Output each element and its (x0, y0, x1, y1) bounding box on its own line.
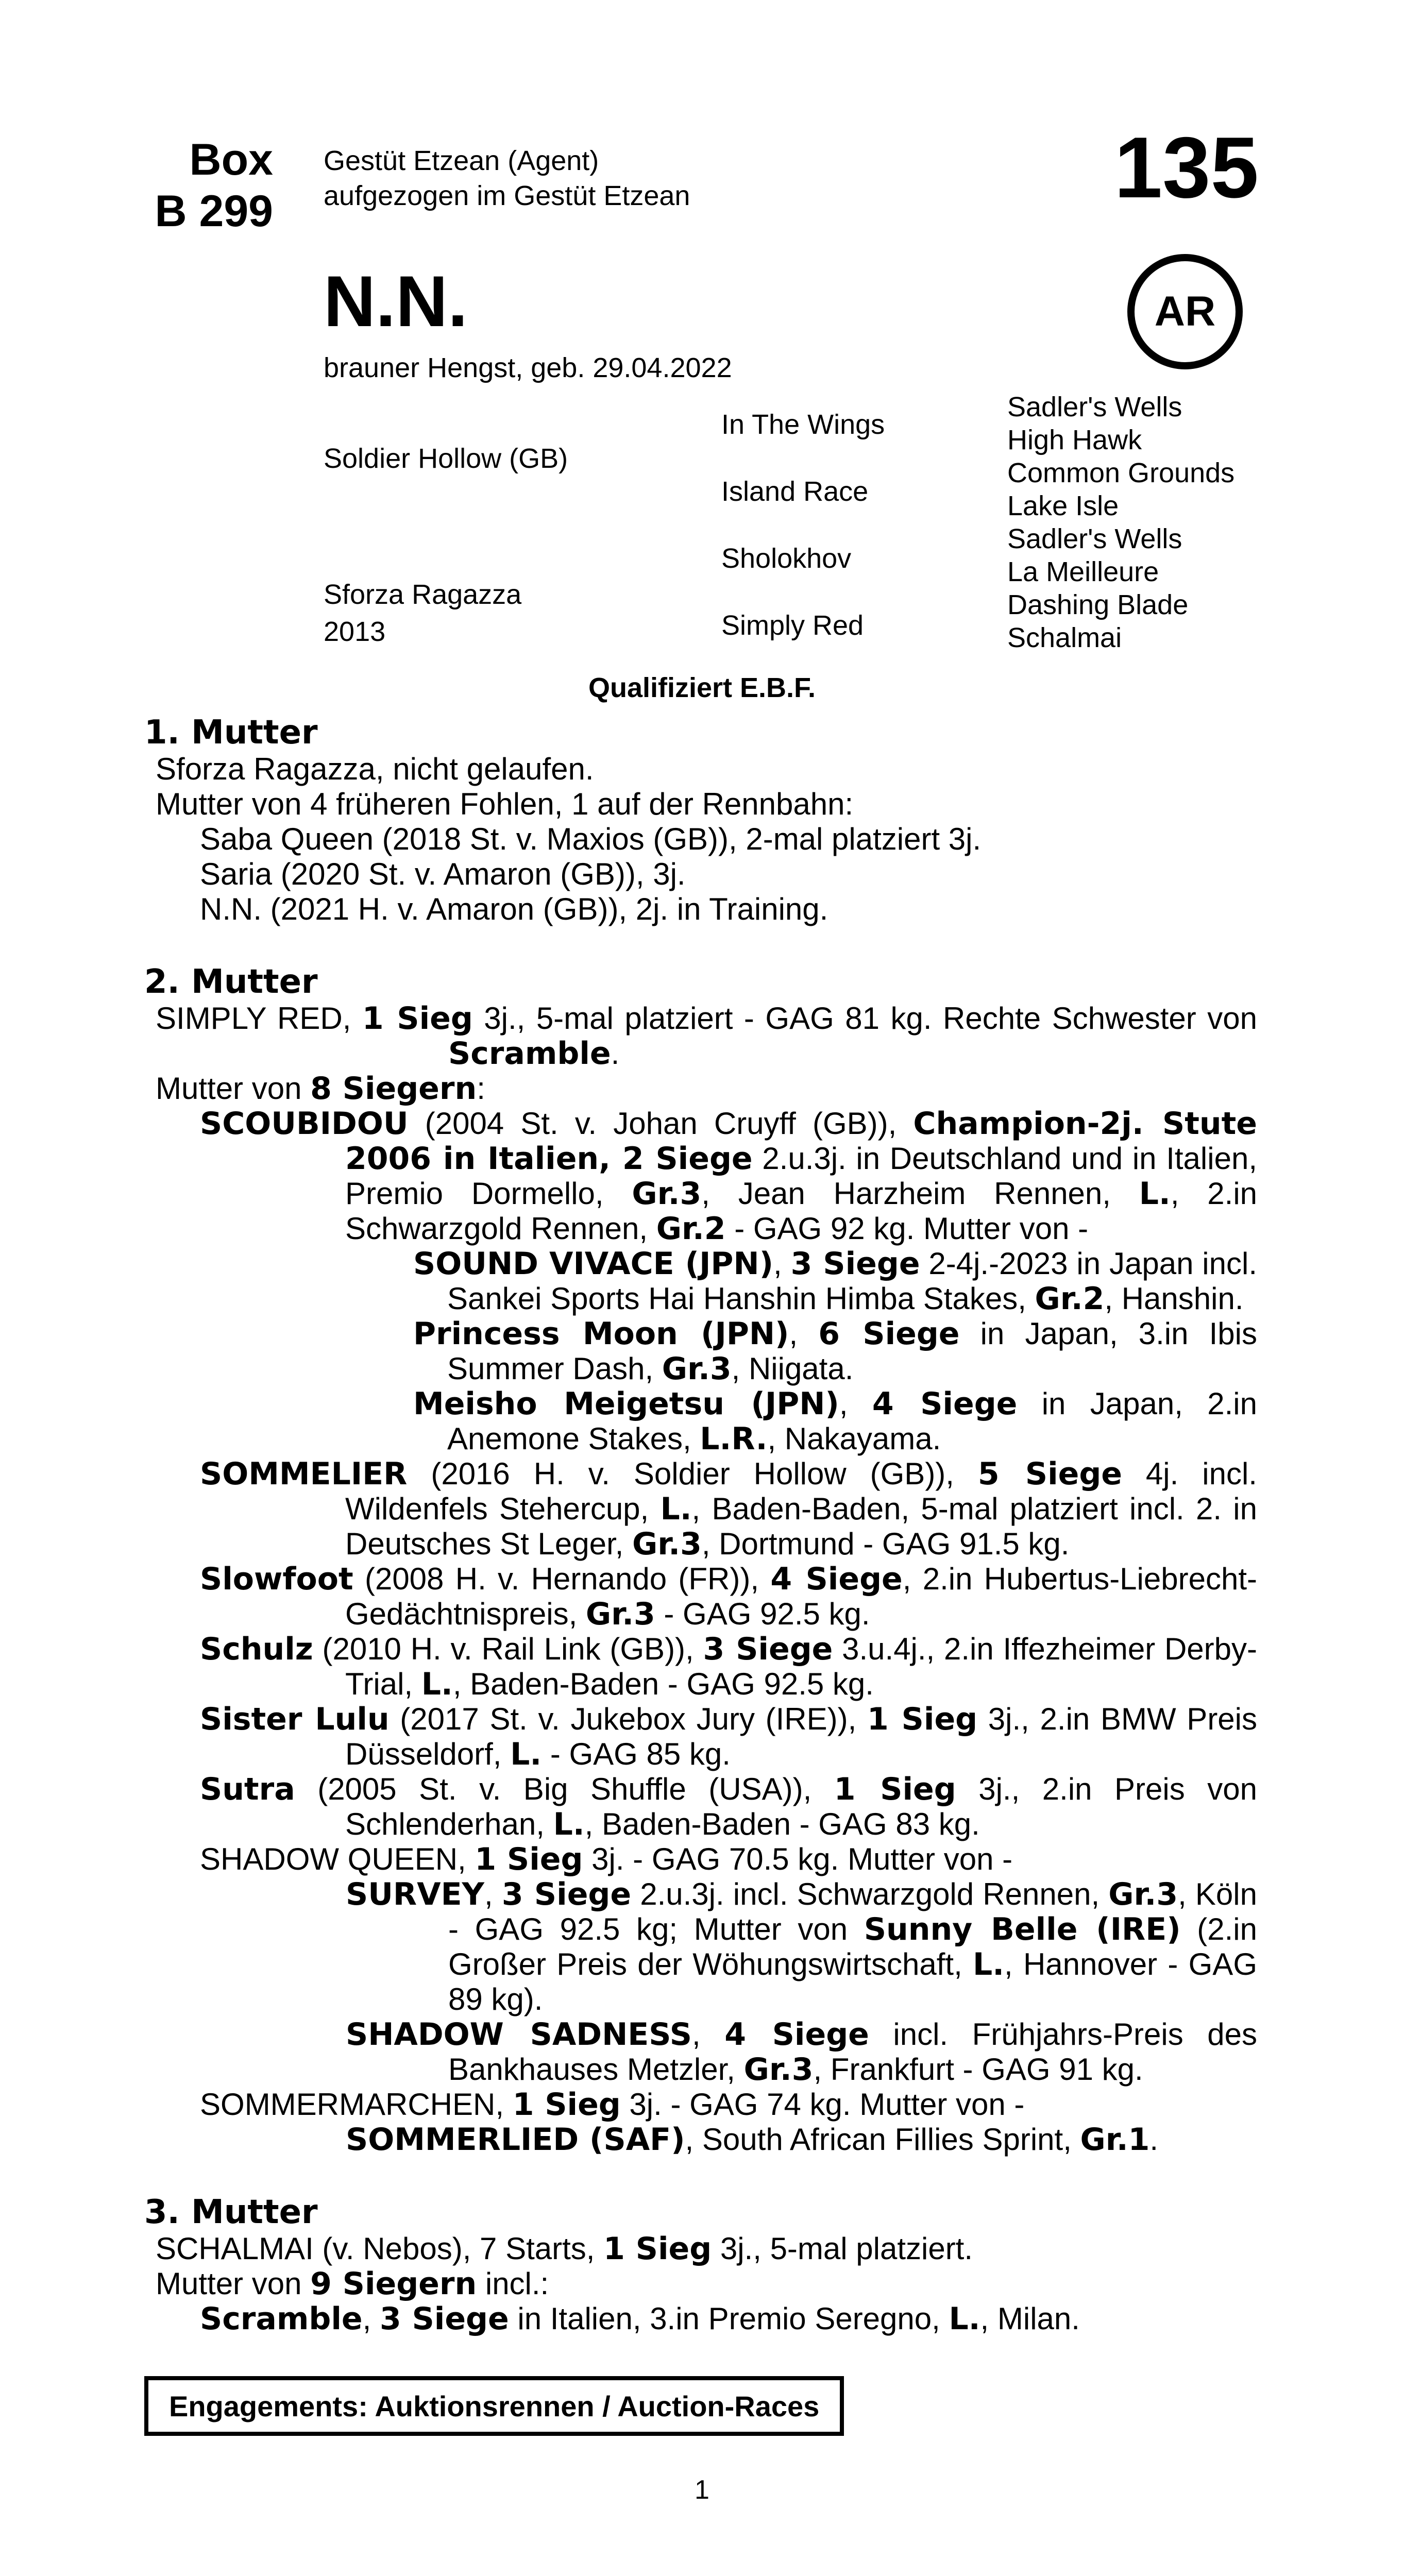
mutter1-line: Mutter von 4 früheren Fohlen, 1 auf der Rennbahn: (156, 787, 854, 821)
entry-sommerlied: SOMMERLIED (SAF), South African Fillies Sprint, Gr.1. (346, 2122, 1159, 2158)
pedigree-sire-sire: In The Wings (721, 409, 885, 440)
mutter1-line: Sforza Ragazza, nicht gelaufen. (156, 752, 594, 786)
horse-name: N.N. (324, 261, 468, 342)
entry-simply-red: SIMPLY RED, 1 Sieg 3j., 5-mal platziert - GAG 81 kg. Rechte Schwester von Scramble. (156, 1001, 1257, 1072)
entry-slowfoot: Slowfoot (2008 H. v. Hernando (FR)), 4 Siege, 2.in Hubertus-Liebrecht-Gedächtnispreis, Gr.3 - GAG 92.5 kg. (200, 1561, 1257, 1632)
section-heading-mutter-3: 3. Mutter (144, 2193, 318, 2231)
pedigree-dam: Sforza Ragazza (324, 579, 522, 610)
catalogue-text (144, 714, 1257, 2336)
entry-princess-moon: Princess Moon (JPN), 6 Siege in Japan, 3.in Ibis Summer Dash, Gr.3, Niigata. (413, 1316, 1257, 1387)
entry-shadow-queen: SHADOW QUEEN, 1 Sieg 3j. - GAG 70.5 kg. Mutter von - (200, 1841, 1013, 1877)
engagements-box: Engagements: Auktionsrennen / Auction-Races (144, 2376, 844, 2436)
pedigree-dam-dam: Simply Red (721, 610, 864, 641)
consignor: Gestüt Etzean (Agent) (324, 145, 599, 176)
mutter3-line: Mutter von 9 Siegern incl.: (156, 2266, 549, 2302)
foal-entry: Saria (2020 St. v. Amaron (GB)), 3j. (200, 857, 686, 891)
mutter-von-line: Mutter von 8 Siegern: (156, 1071, 485, 1107)
section-heading-mutter-1: 1. Mutter (144, 714, 318, 752)
horse-description: brauner Hengst, geb. 29.04.2022 (324, 352, 732, 383)
entry-sommermarchen: SOMMERMARCHEN, 1 Sieg 3j. - GAG 74 kg. Mutter von - (200, 2087, 1025, 2123)
bred-by: aufgezogen im Gestüt Etzean (324, 180, 690, 211)
mutter3-line: SCHALMAI (v. Nebos), 7 Starts, 1 Sieg 3j., 5-mal platziert. (156, 2231, 973, 2267)
entry-scoubidou: SCOUBIDOU (2004 St. v. Johan Cruyff (GB)), Champion-2j. Stute 2006 in Italien, 2 Siege 2.u.3j. in Deutschland und in Italien, Premio Dormello, Gr.3, Jean Harzheim Rennen, L., 2.in Schwarzgold Rennen, Gr.2 - GAG 92 kg. Mutter von - (200, 1106, 1258, 1247)
box-number: Box B 299 (155, 135, 273, 236)
pedigree-dam-sire: Sholokhov (721, 543, 852, 574)
entry-schulz: Schulz (2010 H. v. Rail Link (GB)), 3 Siege 3.u.4j., 2.in Iffezheimer Derby-Trial, L., Baden-Baden - GAG 92.5 kg. (200, 1631, 1257, 1702)
lot-number: 135 (1114, 119, 1259, 216)
entry-survey: SURVEY, 3 Siege 2.u.3j. incl. Schwarzgold Rennen, Gr.3, Köln - GAG 92.5 kg; Mutter von Sunny Belle (IRE) (2.in Großer Preis der Wöhungswirtschaft, L., Hannover - GAG 89 kg). (346, 1876, 1258, 2016)
foal-entry: N.N. (2021 H. v. Amaron (GB)), 2j. in Training. (200, 892, 828, 926)
entry-scramble: Scramble, 3 Siege in Italien, 3.in Premio Seregno, L., Milan. (200, 2301, 1080, 2337)
entry-sister-lulu: Sister Lulu (2017 St. v. Jukebox Jury (IRE)), 1 Sieg 3j., 2.in BMW Preis Düsseldorf, L. - GAG 85 kg. (200, 1701, 1257, 1772)
entry-sound-vivace: SOUND VIVACE (JPN), 3 Siege 2-4j.-2023 in Japan incl. Sankei Sports Hai Hanshin Himba Stakes, Gr.2, Hanshin. (413, 1246, 1257, 1317)
entry-sutra: Sutra (2005 St. v. Big Shuffle (USA)), 1 Sieg 3j., 2.in Preis von Schlenderhan, L., Baden-Baden - GAG 83 kg. (200, 1771, 1257, 1842)
pedigree-sire: Soldier Hollow (GB) (324, 443, 568, 474)
entry-shadow-sadness: SHADOW SADNESS, 4 Siege incl. Frühjahrs-Preis des Bankhauses Metzler, Gr.3, Frankfurt - GAG 91 kg. (346, 2016, 1257, 2088)
qualification: Qualifiziert E.B.F. (588, 672, 816, 703)
foal-entry: Saba Queen (2018 St. v. Maxios (GB)), 2-mal platziert 3j. (200, 822, 982, 856)
consignor-block (324, 143, 690, 213)
entry-sommelier: SOMMELIER (2016 H. v. Soldier Hollow (GB)), 5 Siege 4j. incl. Wildenfels Stehercup, L., Baden-Baden, 5-mal platziert incl. 2. in Deutsches St Leger, Gr.3, Dortmund - GAG 91.5 kg. (200, 1456, 1258, 1562)
section-heading-mutter-2: 2. Mutter (144, 963, 318, 1001)
pedigree-gen3: Sadler's Wells High Hawk Common Grounds Lake Isle Sadler's Wells La Meilleure Dashing Blade Schalmai (1007, 392, 1235, 653)
pedigree-dam-year: 2013 (324, 616, 386, 647)
entry-meisho-meigetsu: Meisho Meigetsu (JPN), 4 Siege in Japan, 2.in Anemone Stakes, L.R., Nakayama. (413, 1386, 1258, 1457)
pedigree-sire-dam: Island Race (721, 476, 869, 507)
ar-badge: AR (1127, 254, 1243, 369)
page-number: 1 (695, 2475, 709, 2505)
